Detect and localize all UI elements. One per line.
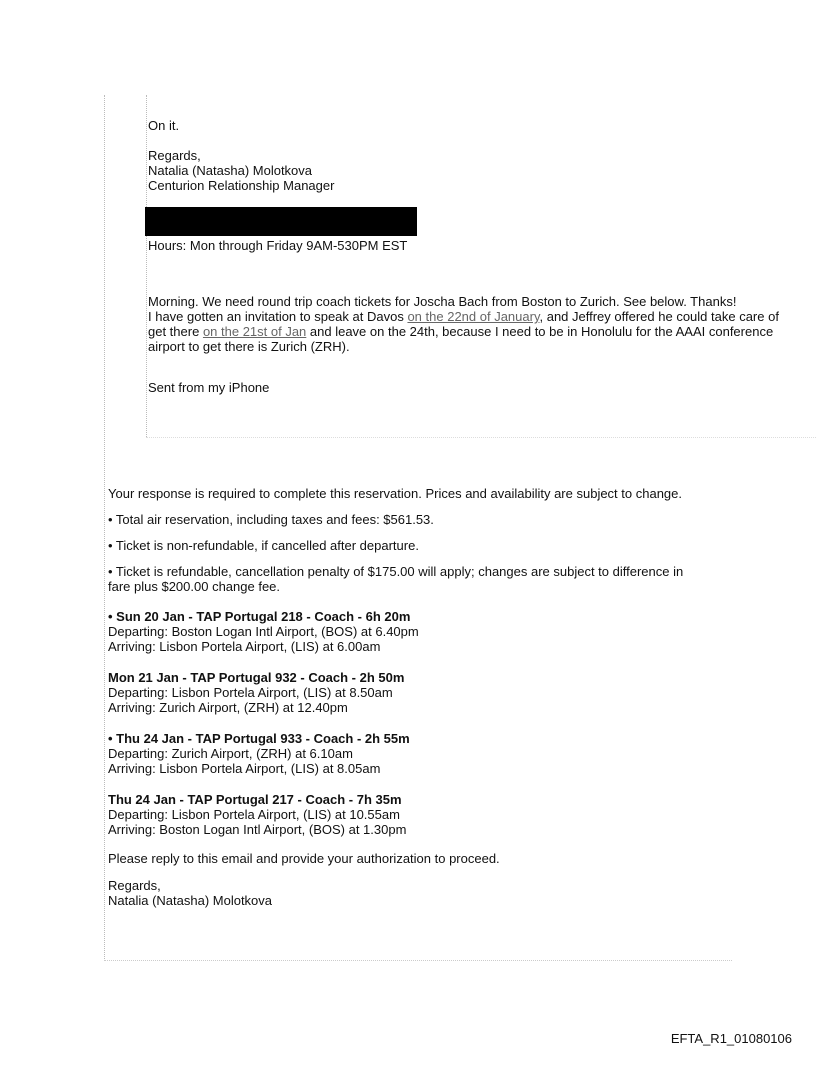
message-line: airport to get there is Zurich (ZRH). bbox=[148, 339, 350, 354]
flight-heading: • Sun 20 Jan - TAP Portugal 218 - Coach - 6h 20m bbox=[108, 609, 411, 624]
flight-heading: Mon 21 Jan - TAP Portugal 932 - Coach - 2h 50m bbox=[108, 670, 405, 685]
date-link[interactable]: on the 22nd of January bbox=[407, 309, 540, 324]
flight-heading: • Thu 24 Jan - TAP Portugal 933 - Coach - 2h 55m bbox=[108, 731, 410, 746]
flight-departing: Departing: Lisbon Portela Airport, (LIS) at 8.50am bbox=[108, 685, 393, 700]
flight-departing: Departing: Lisbon Portela Airport, (LIS) at 10.55am bbox=[108, 807, 400, 822]
flight-departing: Departing: Zurich Airport, (ZRH) at 6.10am bbox=[108, 746, 353, 761]
intro-text: Your response is required to complete this reservation. Prices and availability are subject to change. bbox=[108, 486, 682, 501]
date-link[interactable]: on the 21st of Jan bbox=[202, 324, 307, 339]
quote-border bbox=[104, 960, 732, 961]
flight-arriving: Arriving: Lisbon Portela Airport, (LIS) at 6.00am bbox=[108, 639, 381, 654]
flight-departing: Departing: Boston Logan Intl Airport, (BOS) at 6.40pm bbox=[108, 624, 419, 639]
reply-text: On it. bbox=[148, 118, 180, 133]
nested-quote-border bbox=[146, 95, 147, 437]
text: and leave on the 24th, because I need to be in Honolulu for the AAAI conference bbox=[306, 324, 774, 339]
text: I have gotten an invitation to speak at Davos bbox=[148, 309, 408, 324]
bullet-nonrefundable: • Ticket is non-refundable, if cancelled after departure. bbox=[108, 538, 419, 553]
signature-title: Centurion Relationship Manager bbox=[148, 178, 335, 193]
flight-heading: Thu 24 Jan - TAP Portugal 217 - Coach - 7h 35m bbox=[108, 792, 402, 807]
signature-regards: Regards, bbox=[108, 878, 161, 893]
flight-arriving: Arriving: Zurich Airport, (ZRH) at 12.40pm bbox=[108, 700, 348, 715]
message-line bbox=[148, 324, 773, 339]
signature-regards: Regards, bbox=[148, 148, 201, 163]
message-line bbox=[148, 309, 779, 324]
nested-quote-border bbox=[146, 437, 816, 438]
text: get there bbox=[148, 324, 203, 339]
quote-border bbox=[104, 95, 105, 961]
signature-name: Natalia (Natasha) Molotkova bbox=[148, 163, 313, 178]
authorization-request: Please reply to this email and provide your authorization to proceed. bbox=[108, 851, 500, 866]
flight-arriving: Arriving: Boston Logan Intl Airport, (BOS) at 1.30pm bbox=[108, 822, 407, 837]
message-line: Morning. We need round trip coach tickets for Joscha Bach from Boston to Zurich. See below. Thanks! bbox=[148, 294, 737, 309]
text: , and Jeffrey offered he could take care of bbox=[539, 309, 779, 324]
bullet-total: • Total air reservation, including taxes and fees: $561.53. bbox=[108, 512, 434, 527]
redaction-box bbox=[145, 207, 417, 236]
signature-hours: Hours: Mon through Friday 9AM-530PM EST bbox=[148, 238, 408, 253]
bates-number: EFTA_R1_01080106 bbox=[670, 1031, 792, 1046]
bullet-refundable: • Ticket is refundable, cancellation penalty of $175.00 will apply; changes are subject to difference in bbox=[108, 564, 684, 579]
signature-name: Natalia (Natasha) Molotkova bbox=[108, 893, 273, 908]
bullet-refundable-cont: fare plus $200.00 change fee. bbox=[108, 579, 281, 594]
flight-arriving: Arriving: Lisbon Portela Airport, (LIS) at 8.05am bbox=[108, 761, 381, 776]
sent-from: Sent from my iPhone bbox=[148, 380, 270, 395]
